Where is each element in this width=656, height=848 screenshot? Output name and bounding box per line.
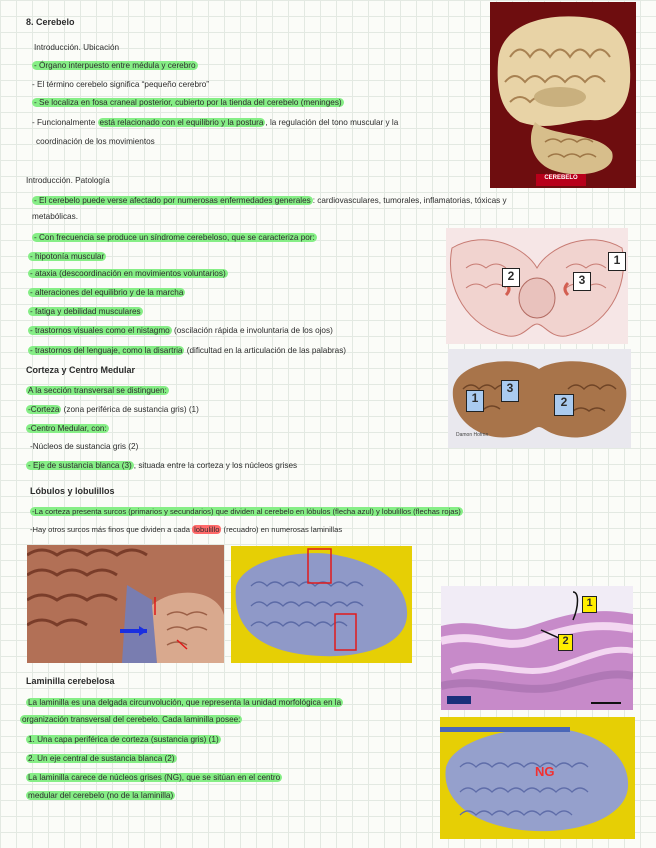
label-2: 2	[554, 394, 574, 416]
label-1: 1	[608, 252, 626, 271]
bullet-text: -Hay otros surcos más finos que dividen a cada lobulillo (recuadro) en numerosas laminillas	[30, 525, 343, 534]
bullet-text: - alteraciones del equilibrio y de la marcha	[30, 288, 184, 297]
bullet-text: - Se localiza en fosa craneal posterior, cubierto por la tienda del cerebelo (meninges)	[34, 98, 342, 107]
paragraph-text: La laminilla es una delgada circunvolución, que representa la unidad morfológica en la	[28, 698, 342, 707]
bullet-text: -La corteza presenta surcos (primarios y secundarios) que dividen al cerebelo en lóbulos (flecha azul) y lobulillos (flechas rojas)	[32, 507, 461, 516]
photo-credit: Damon Hofmn	[456, 432, 489, 438]
ng-label: NG	[535, 764, 555, 779]
list-item: 1. Una capa periférica de corteza (sustancia gris) (1)	[28, 735, 219, 744]
section-heading-lobulos: Lóbulos y lobulillos	[30, 486, 115, 496]
paragraph-text: organización transversal del cerebelo. Cada laminilla posee:	[22, 715, 241, 724]
bullet-text: - Eje de sustancia blanca (3) , situada entre la corteza y los núcleos grises	[28, 461, 298, 470]
label-2: 2	[558, 634, 573, 651]
label-1: 1	[582, 596, 597, 613]
bullet-text: -Corteza (zona periférica de sustancia gris) (1)	[28, 405, 199, 414]
bullet-text: - Funcionalmente está relacionado con el equilibrio y la postura , la regulación del tono muscular y la	[32, 118, 399, 127]
cerebellum-stained-section	[231, 546, 412, 663]
label-3: 3	[501, 380, 519, 402]
cerebellum-lobes-photo	[27, 545, 224, 663]
bullet-text: - trastornos del lenguaje, como la disartria (dificultad en la articulación de las palabras)	[30, 346, 347, 355]
paragraph-text: medular del cerebelo (no de la laminilla)	[28, 791, 174, 800]
section-heading-cerebelo: 8. Cerebelo	[26, 17, 75, 27]
list-item: 2. Un eje central de sustancia blanca (2)	[28, 754, 175, 763]
bullet-text: - El término cerebelo significa “pequeño cerebro”	[32, 80, 210, 89]
bullet-text: - El cerebelo puede verse afectado por numerosas enfermedades generales : cardiovasculares, tumorales, inflamatorias, tóxicas y	[34, 196, 507, 205]
subtitle-ubicacion: Introducción. Ubicación	[34, 43, 120, 52]
section-heading-corteza: Corteza y Centro Medular	[26, 365, 136, 375]
bullet-text: metabólicas.	[32, 212, 78, 221]
cerebellum-coronal-diagram	[446, 228, 628, 344]
bullet-text: - fatiga y debilidad musculares	[30, 307, 141, 316]
bullet-text: - ataxia (descoordinación en movimientos voluntarios)	[30, 269, 226, 278]
bullet-text: coordinación de los movimientos	[36, 137, 155, 146]
bullet-text: -Núcleos de sustancia gris (2)	[30, 442, 139, 451]
brain-sagittal-photo	[490, 2, 636, 188]
paragraph-text: La laminilla carece de núcleos grises (NG), que se sitúan en el centro	[28, 773, 281, 782]
bullet-text: - trastornos visuales como el nistagmo (oscilación rápida e involuntaria de los ojos)	[30, 326, 333, 335]
laminilla-histology	[441, 586, 633, 710]
label-1: 1	[466, 390, 484, 412]
section-heading-laminilla: Laminilla cerebelosa	[26, 676, 115, 686]
bullet-text: - Con frecuencia se produce un síndrome cerebeloso, que se caracteriza por:	[34, 233, 315, 242]
cerebellum-ng-section	[440, 717, 635, 839]
cerebelo-caption: CEREBELO	[544, 175, 578, 181]
bullet-text: - hipotonía muscular	[30, 252, 105, 261]
label-2: 2	[502, 268, 520, 287]
subtitle-patologia: Introducción. Patología	[26, 176, 110, 185]
bullet-text: A la sección transversal se distinguen:	[28, 386, 167, 395]
cerebellum-section-photo	[448, 349, 631, 448]
bullet-text: -Centro Medular, con:	[28, 424, 107, 433]
label-3: 3	[573, 272, 591, 291]
bullet-text: - Órgano interpuesto entre médula y cerebro	[34, 61, 196, 70]
